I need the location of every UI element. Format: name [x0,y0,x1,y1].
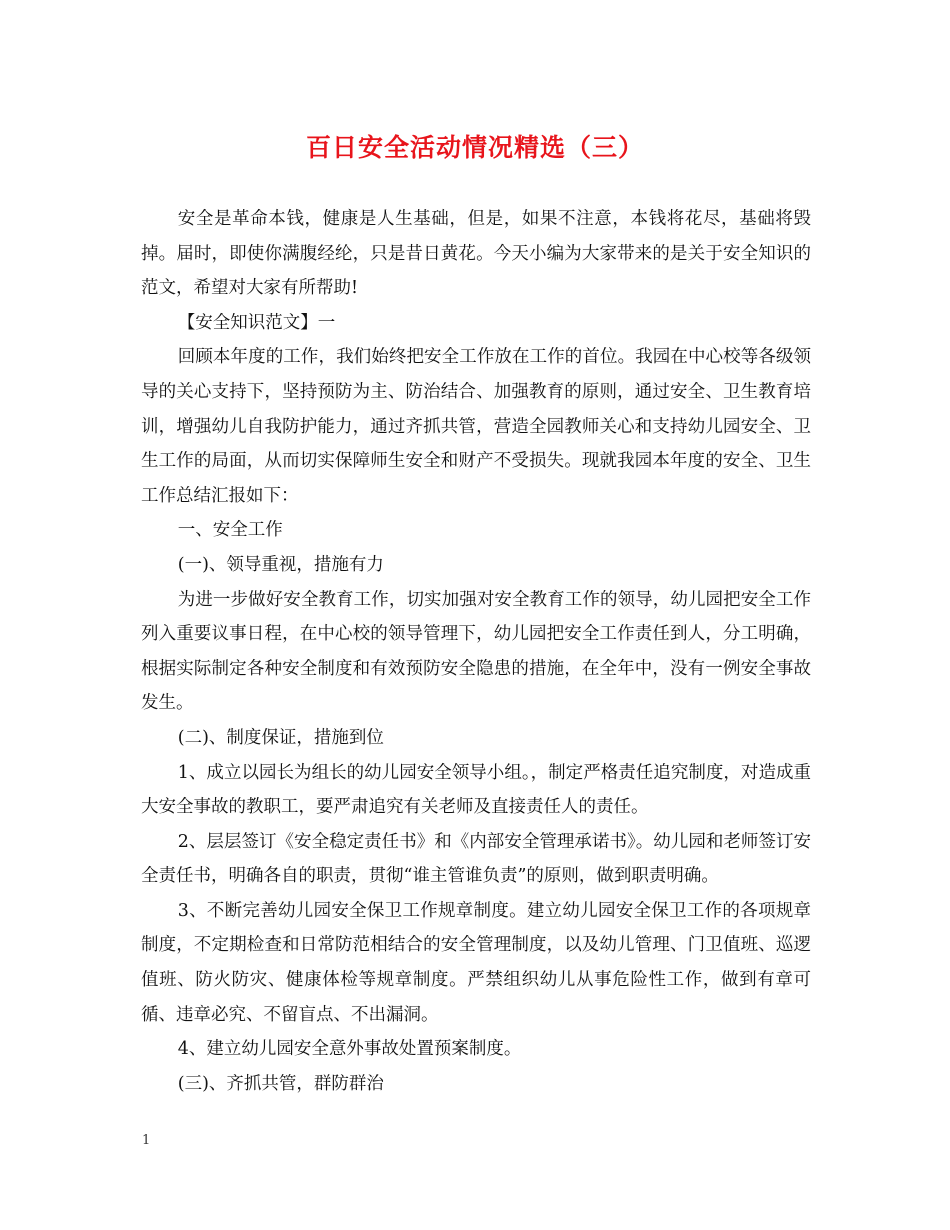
list-item-4: 4、建立幼儿园安全意外事故处置预案制度。 [177,1039,522,1060]
subheading-3: (三)、齐抓共管，群防群治 [177,1073,384,1094]
list-item-1: 1、成立以园长为组长的幼儿园安全领导小组。，制定严格责任追究制度，对造成重大安全事故的教职工，要严肃追究有关老师及直接责任人的责任。 [141,762,811,818]
paragraph-leadership: 为进一步做好安全教育工作，切实加强对安全教育工作的领导，幼儿园把安全工作列入重要议事日程，在中心校的领导管理下，幼儿园把安全工作责任到人，分工明确，根据实际制定各种安全制度和有效预防安全隐患的措施，在全年中，没有一例安全事故发生。 [141,589,811,714]
document-title: 百日安全活动情况精选（三） [305,133,644,162]
heading-safety-work: 一、安全工作 [177,520,283,541]
paragraph-review: 回顾本年度的工作，我们始终把安全工作放在工作的首位。我园在中心校等各级领导的关心支持下，坚持预防为主、防治结合、加强教育的原则，通过安全、卫生教育培训，增强幼儿自我防护能力，通过齐抓共管，营造全园教师关心和支持幼儿园安全、卫生工作的局面，从而切实保障师生安全和财产不受损失。现就我园本年度的安全、卫生工作总结汇报如下： [141,347,811,506]
paragraph-section-label: 【安全知识范文】一 [177,312,336,333]
document-body [141,202,811,1101]
subheading-2: (二)、制度保证，措施到位 [177,727,384,748]
list-item-2: 2、层层签订《安全稳定责任书》和《内部安全管理承诺书》。幼儿园和老师签订安全责任书，明确各自的职责，贯彻“谁主管谁负责”的原则，做到职责明确。 [141,831,811,887]
list-item-3: 3、不断完善幼儿园安全保卫工作规章制度。建立幼儿园安全保卫工作的各项规章制度，不定期检查和日常防范相结合的安全管理制度，以及幼儿管理、门卫值班、巡逻值班、防火防灾、健康体检等规章制度。严禁组织幼儿从事危险性工作，做到有章可循、违章必究、不留盲点、不出漏洞。 [141,900,811,1025]
paragraph-intro: 安全是革命本钱，健康是人生基础，但是，如果不注意，本钱将花尽，基础将毁掉。届时，即使你满腹经纶，只是昔日黄花。今天小编为大家带来的是关于安全知识的范文，希望对大家有所帮助! [141,209,811,299]
subheading-1: (一)、领导重视，措施有力 [177,554,384,575]
page-number: 1 [142,1133,151,1148]
